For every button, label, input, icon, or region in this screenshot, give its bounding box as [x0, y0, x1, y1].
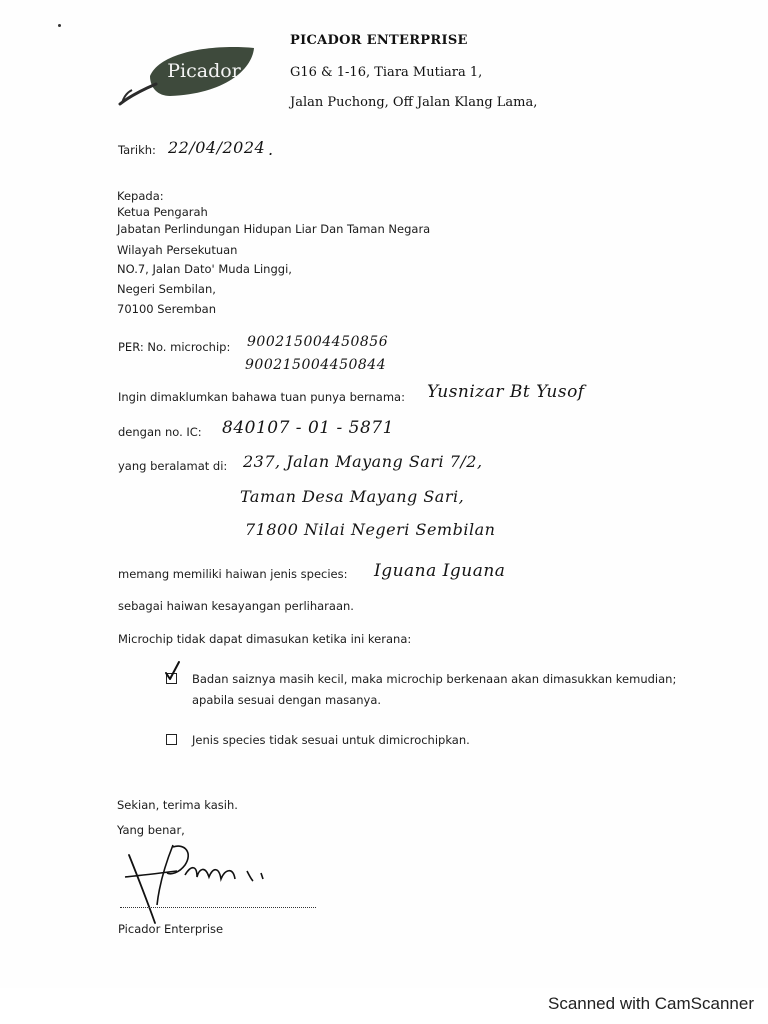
option-2-text: Jenis species tidak sesuai untuk dimicrochipkan. — [192, 733, 470, 747]
handwritten-signature — [115, 835, 285, 930]
ic-label: dengan no. IC: — [118, 425, 202, 439]
option-2-checkbox[interactable] — [166, 734, 177, 745]
closing-thanks: Sekian, terima kasih. — [117, 798, 238, 812]
company-address-line2: Jalan Puchong, Off Jalan Klang Lama, — [290, 95, 538, 110]
company-address-line1: G16 & 1-16, Tiara Mutiara 1, — [290, 65, 483, 80]
microchip-label: PER: No. microchip: — [118, 340, 231, 354]
check-mark-icon — [162, 660, 182, 682]
option-1-text-cont: apabila sesuai dengan masanya. — [192, 693, 382, 707]
logo-text: Picador — [167, 60, 241, 82]
signatory-name: Picador Enterprise — [118, 922, 224, 936]
date-label: Tarikh: — [118, 143, 156, 157]
owner-label: Ingin dimaklumkan bahawa tuan punya bernama: — [118, 390, 405, 404]
recipient-label: Kepada: — [117, 189, 164, 203]
scan-speck — [58, 24, 61, 27]
species-value: Iguana Iguana — [374, 561, 506, 581]
date-value: 22/04/2024 — [168, 138, 266, 157]
recipient-line: Ketua Pengarah — [117, 205, 208, 219]
picador-leaf-logo — [112, 40, 262, 110]
recipient-line: Negeri Sembilan, — [117, 282, 216, 296]
address-label: yang beralamat di: — [118, 459, 228, 473]
owner-name: Yusnizar Bt Yusof — [427, 382, 585, 402]
scanner-watermark: Scanned with CamScanner — [547, 994, 754, 1013]
option-1-text: Badan saiznya masih kecil, maka microchip berkenaan akan dimasukkan kemudian; — [192, 672, 677, 686]
reason-intro: Microchip tidak dapat dimasukan ketika ini kerana: — [118, 632, 412, 646]
signature-line — [120, 907, 316, 908]
closing-regards: Yang benar, — [117, 823, 185, 837]
recipient-line: Jabatan Perlindungan Hidupan Liar Dan Taman Negara — [117, 222, 431, 236]
microchip-number-2: 900215004450844 — [245, 357, 387, 373]
recipient-line: NO.7, Jalan Dato' Muda Linggi, — [117, 262, 292, 276]
ic-number: 840107 - 01 - 5871 — [222, 418, 394, 438]
address-line: 71800 Nilai Negeri Sembilan — [245, 520, 496, 539]
address-line: 237, Jalan Mayang Sari 7/2, — [243, 452, 483, 471]
address-line: Taman Desa Mayang Sari, — [240, 487, 465, 506]
species-label: memang memiliki haiwan jenis species: — [118, 567, 348, 581]
microchip-number-1: 900215004450856 — [247, 334, 389, 350]
recipient-line: Wilayah Persekutuan — [117, 243, 238, 257]
company-name: PICADOR ENTERPRISE — [290, 33, 468, 48]
recipient-line: 70100 Seremban — [117, 302, 217, 316]
date-trail: . — [268, 140, 274, 159]
pet-statement: sebagai haiwan kesayangan perliharaan. — [118, 599, 354, 613]
